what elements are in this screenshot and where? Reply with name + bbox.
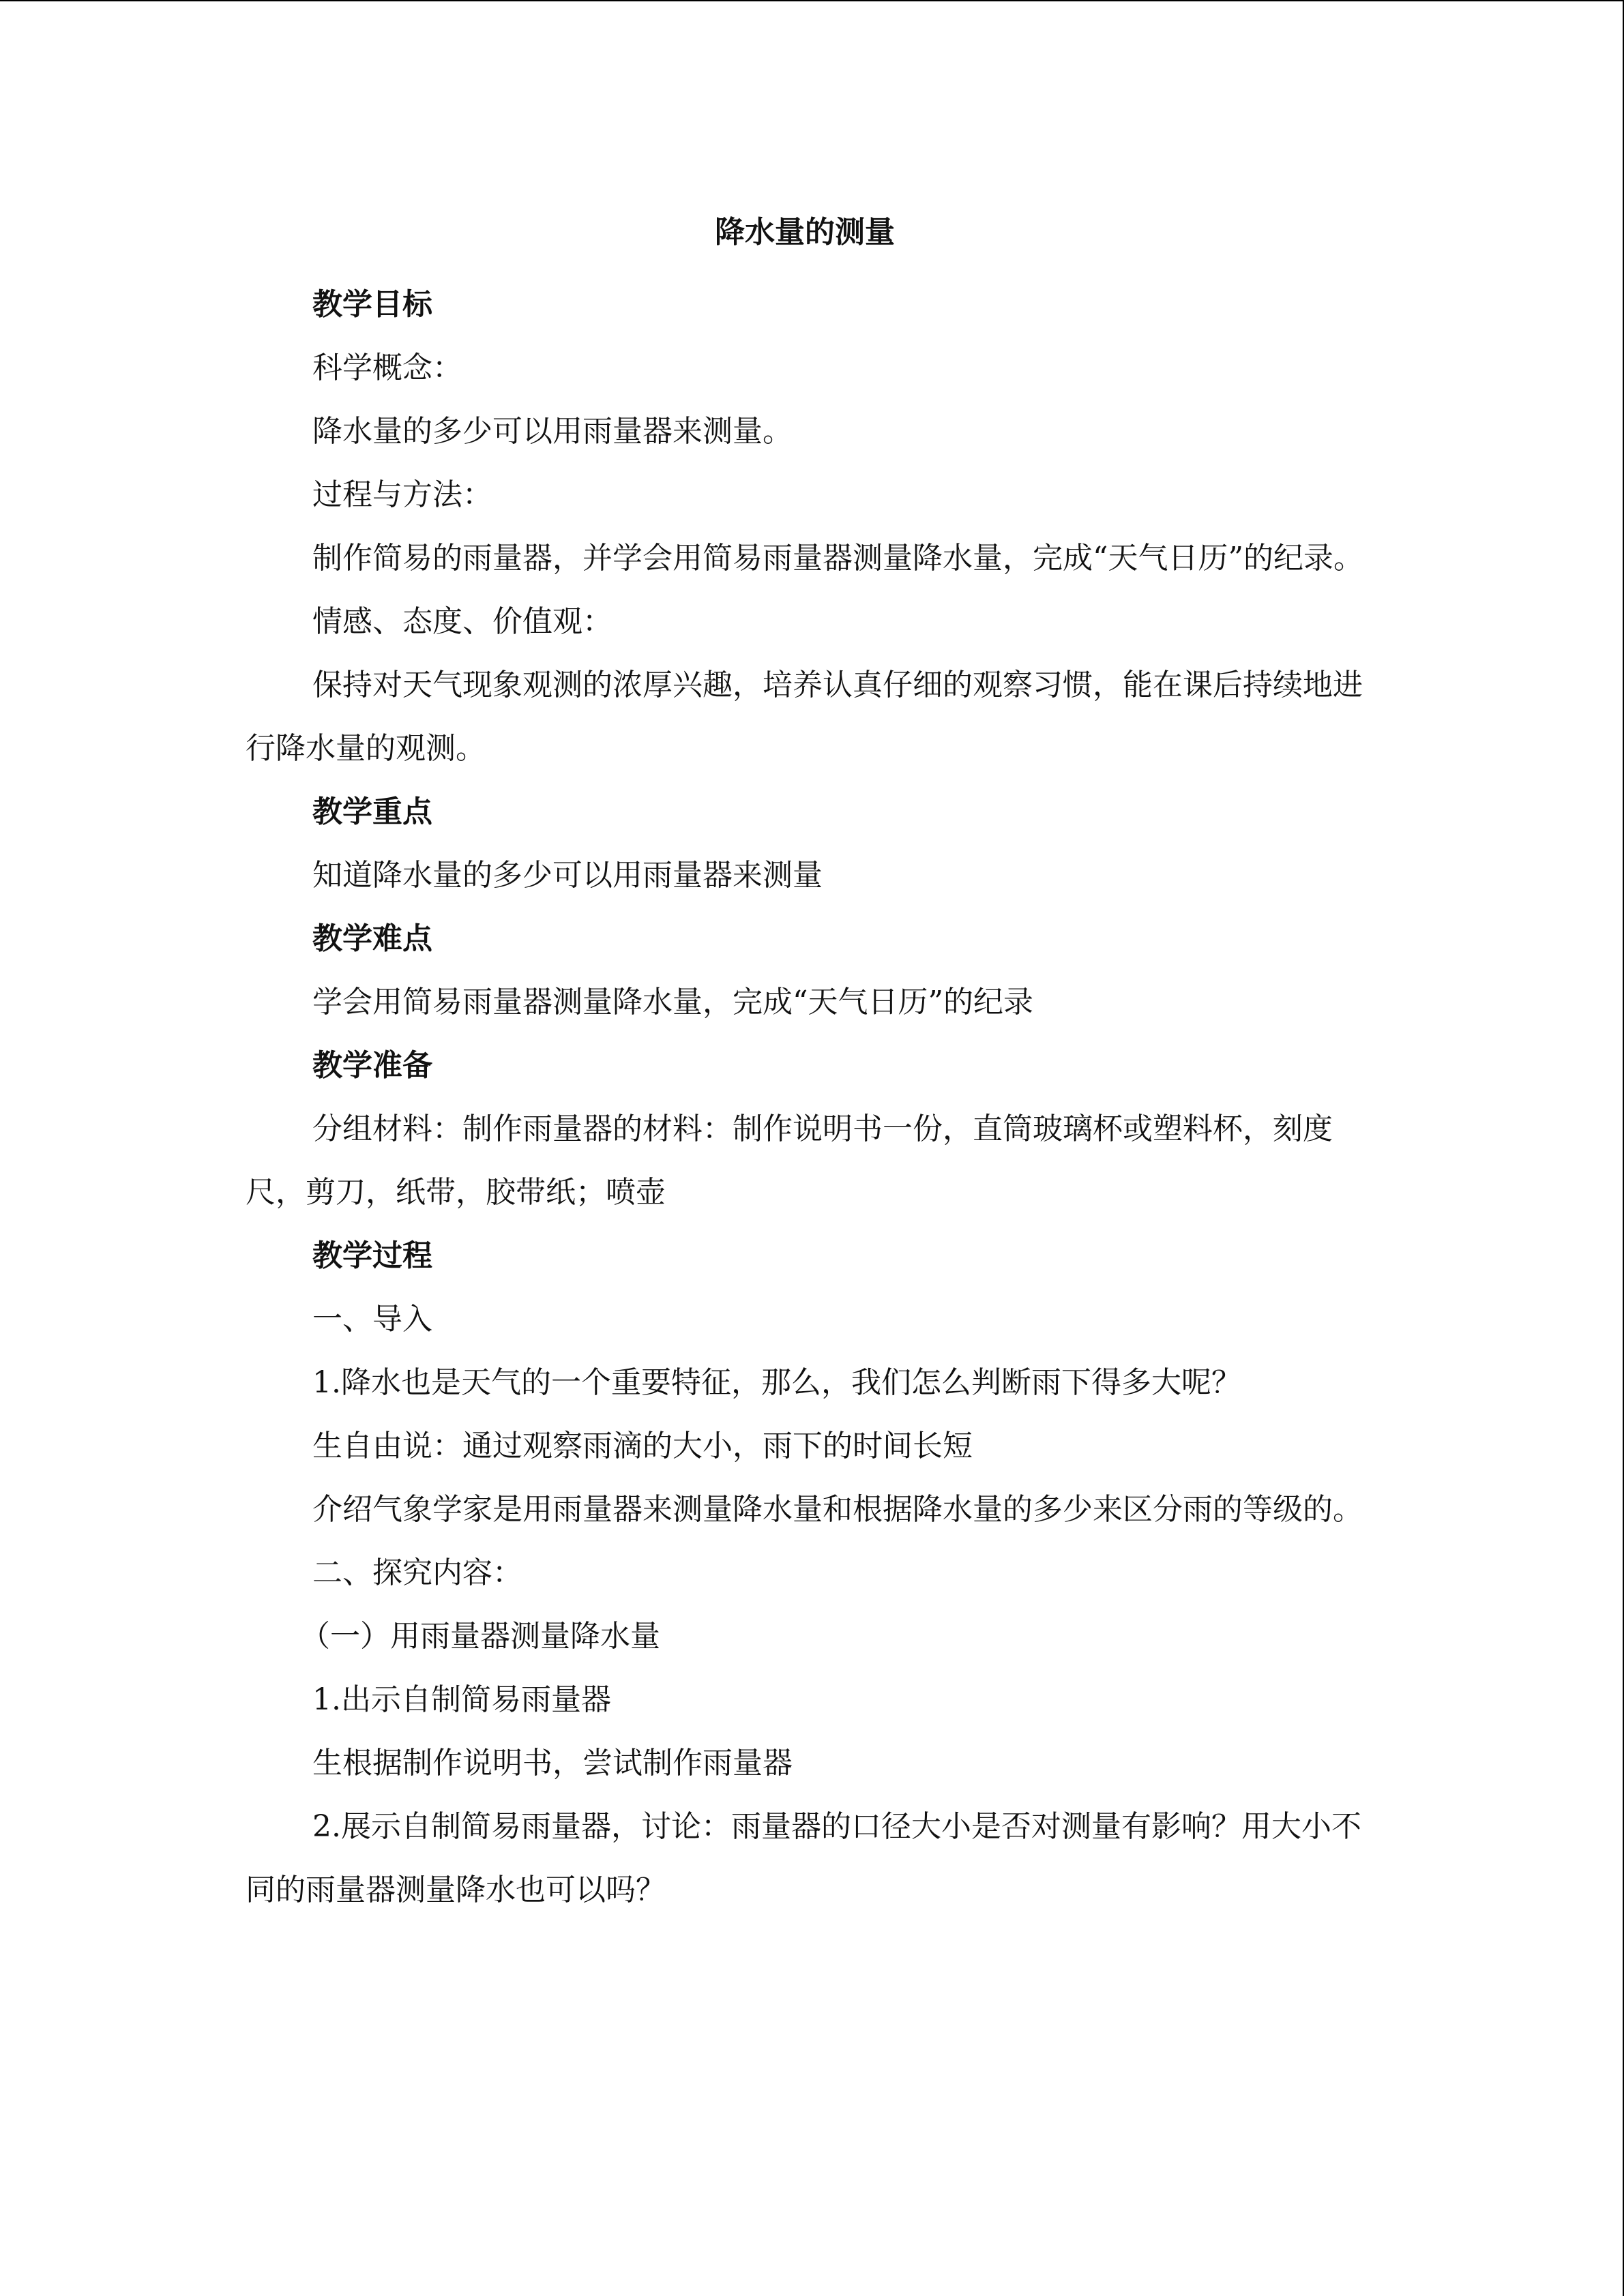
paragraph: 生根据制作说明书，尝试制作雨量器 <box>312 1746 793 1780</box>
paragraph: 情感、态度、价值观： <box>312 604 612 639</box>
heading-teaching-preparation: 教学准备 <box>312 1048 432 1083</box>
paragraph: （一）用雨量器测量降水量 <box>300 1619 660 1654</box>
heading-teaching-goals: 教学目标 <box>312 287 432 322</box>
paragraph: 一、导入 <box>312 1302 432 1337</box>
heading-teaching-focus: 教学重点 <box>312 794 432 829</box>
paragraph: 保持对天气现象观测的浓厚兴趣，培养认真仔细的观察习惯，能在课后持续地进行降水量的观测。 <box>246 668 1363 766</box>
paragraph: 过程与方法： <box>312 477 492 512</box>
document-title: 降水量的测量 <box>715 215 895 250</box>
paragraph: 知道降水量的多少可以用雨量器来测量 <box>312 858 823 893</box>
heading-teaching-difficulty: 教学难点 <box>312 921 432 956</box>
heading-teaching-process: 教学过程 <box>312 1238 432 1273</box>
paragraph: 制作简易的雨量器，并学会用简易雨量器测量降水量，完成“天气日历”的纪录。 <box>312 541 1363 576</box>
paragraph: 1.出示自制简易雨量器 <box>312 1682 611 1717</box>
paragraph: 分组材料：制作雨量器的材料：制作说明书一份，直筒玻璃杯或塑料杯，刻度尺，剪刀，纸带，胶带纸；喷壶 <box>246 1112 1333 1210</box>
paragraph: 降水量的多少可以用雨量器来测量。 <box>312 414 793 449</box>
paragraph: 介绍气象学家是用雨量器来测量降水量和根据降水量的多少来区分雨的等级的。 <box>312 1492 1363 1527</box>
paragraph: 学会用简易雨量器测量降水量，完成“天气日历”的纪录 <box>312 985 1033 1019</box>
document-body <box>246 209 1364 1922</box>
paragraph: 二、探究内容： <box>312 1555 522 1590</box>
paragraph: 2.展示自制简易雨量器，讨论：雨量器的口径大小是否对测量有影响？用大小不同的雨量器测量降水也可以吗？ <box>246 1809 1361 1907</box>
paragraph: 生自由说：通过观察雨滴的大小，雨下的时间长短 <box>312 1429 973 1463</box>
paragraph: 1.降水也是天气的一个重要特征，那么，我们怎么判断雨下得多大呢？ <box>312 1365 1241 1400</box>
paragraph: 科学概念： <box>312 351 462 385</box>
